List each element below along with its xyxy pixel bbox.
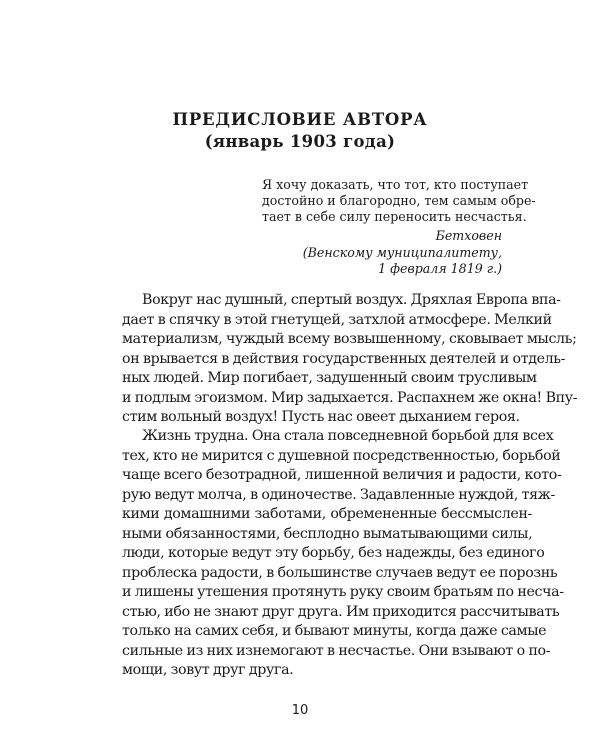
- text-line: ными обязанностями, бесплодно выматывающими силы,: [122, 525, 533, 542]
- epigraph-line: достойно и благородно, тем самым обре-: [262, 193, 536, 208]
- text-line: люди, которые ведут эту борьбу, без надежды, без единого: [122, 545, 545, 561]
- text-line: только на самих себя, и бывают минуты, когда даже самые: [122, 623, 547, 639]
- text-line: стью, ибо не знают друг друга. Им приходится рассчитывать: [122, 603, 560, 620]
- text-line: проблеска радости, в большинстве случаев ведут ее порознь: [122, 564, 558, 581]
- paragraph-2: [122, 427, 564, 681]
- text-line: и подлым эгоизмом. Мир задыхается. Распахнем же окна! Впу-: [122, 389, 578, 406]
- text-line: материализм, чуждый всему возвышенному, сковывает мысль;: [122, 331, 577, 347]
- text-line: рую ведут молча, в одиночестве. Задавленные нуждой, тяж-: [122, 486, 555, 503]
- paragraph-1: [122, 291, 578, 428]
- text-line: дает в спячку в этой гнетущей, затхлой атмосфере. Мелкий: [122, 311, 552, 328]
- epigraph-quote: [262, 177, 536, 225]
- text-line: ных людей. Мир погибает, задушенный своим трусливым: [122, 370, 537, 386]
- text-line: мощи, зовут друг друга.: [122, 662, 294, 678]
- epigraph-author: Бетховен: [435, 228, 502, 243]
- text-line: он врывается в действия государственных деятелей и отдель-: [122, 350, 566, 367]
- epigraph-date: 1 февраля 1819 г.): [378, 261, 502, 276]
- page-number: 10: [291, 703, 309, 718]
- text-line: сильные из них изнемогают в несчастье. Они взывают о по-: [122, 642, 551, 659]
- text-line: стим вольный воздух! Пусть нас овеет дыханием героя.: [122, 409, 520, 425]
- epigraph-line: Я хочу доказать, что тот, кто поступает: [262, 177, 529, 192]
- epigraph-line: тает в себе силу переносить несчастья.: [262, 209, 527, 224]
- text-line: тех, кто не мирится с душевной посредственностью, борьбой: [122, 447, 561, 464]
- epigraph-source: (Венскому муниципалитету,: [302, 244, 502, 260]
- text-line: кими домашними заботами, обремененные бессмыслен-: [122, 506, 532, 522]
- text-line: чаще всего безотрадной, лишенной величия и радости, кото-: [122, 467, 562, 483]
- text-line: Жизнь трудна. Она стала повседневной борьбой для всех: [142, 428, 554, 444]
- text-line: и лишены утешения протянуть руку своим братьям по несча-: [122, 584, 564, 600]
- epigraph-attribution: [262, 228, 502, 278]
- chapter-subtitle: (январь 1903 года): [204, 132, 396, 151]
- chapter-title: ПРЕДИСЛОВИЕ АВТОРА: [172, 110, 428, 129]
- text-line: Вокруг нас душный, спертый воздух. Дряхлая Европа впа-: [142, 292, 561, 308]
